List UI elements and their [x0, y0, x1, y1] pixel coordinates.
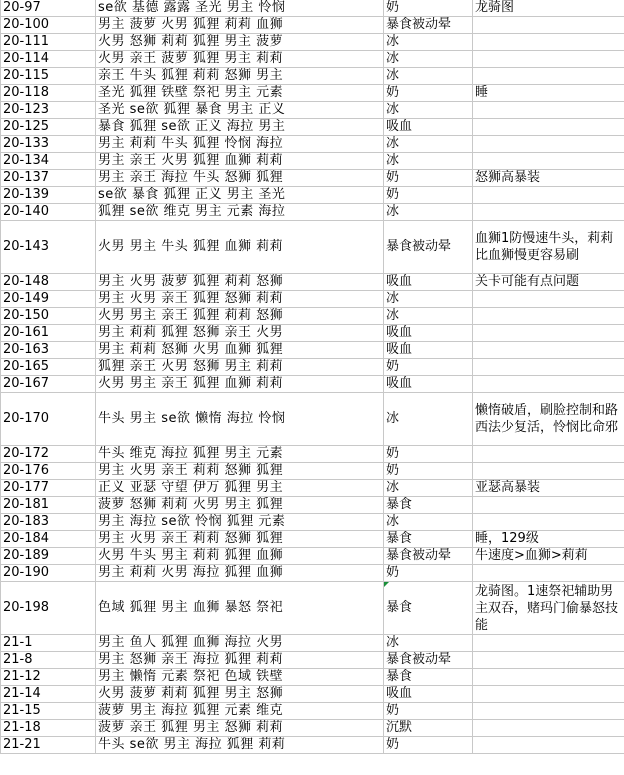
- table-row[interactable]: [1, 170, 624, 187]
- type-cell[interactable]: 暴食被动晕: [384, 548, 473, 565]
- note-cell[interactable]: 牛速度>血狮>莉莉: [473, 548, 624, 565]
- level-cell[interactable]: 20-100: [1, 17, 96, 34]
- type-cell[interactable]: 冰: [384, 136, 473, 153]
- team-cell[interactable]: 火男 牛头 男主 莉莉 狐狸 血狮: [96, 548, 384, 565]
- team-cell[interactable]: se欲 基德 露露 圣光 男主 怜悯: [96, 0, 384, 17]
- level-cell[interactable]: 20-137: [1, 170, 96, 187]
- team-cell[interactable]: 狐狸 se欲 维克 男主 元素 海拉: [96, 204, 384, 221]
- team-cell[interactable]: 暴食 狐狸 se欲 正义 海拉 男主: [96, 119, 384, 136]
- table-row[interactable]: [1, 274, 624, 291]
- team-cell[interactable]: 男主 亲王 火男 狐狸 血狮 莉莉: [96, 153, 384, 170]
- level-cell[interactable]: 20-190: [1, 565, 96, 582]
- level-cell[interactable]: 20-177: [1, 480, 96, 497]
- note-cell[interactable]: [473, 204, 624, 221]
- table-row[interactable]: [1, 34, 624, 51]
- note-cell[interactable]: 睡，129级: [473, 531, 624, 548]
- note-cell[interactable]: [473, 153, 624, 170]
- level-cell[interactable]: 20-184: [1, 531, 96, 548]
- team-cell[interactable]: se欲 暴食 狐狸 正义 男主 圣光: [96, 187, 384, 204]
- table-row[interactable]: [1, 720, 624, 737]
- type-cell[interactable]: 冰: [384, 102, 473, 119]
- note-cell[interactable]: 龙骑图: [473, 0, 624, 17]
- team-cell[interactable]: 男主 莉莉 怒狮 火男 血狮 狐狸: [96, 342, 384, 359]
- table-row[interactable]: [1, 17, 624, 34]
- note-cell[interactable]: [473, 686, 624, 703]
- note-cell[interactable]: [473, 325, 624, 342]
- team-cell[interactable]: 男主 火男 亲王 莉莉 怒狮 狐狸: [96, 463, 384, 480]
- type-cell[interactable]: 冰: [384, 514, 473, 531]
- level-cell[interactable]: 20-148: [1, 274, 96, 291]
- team-cell[interactable]: 圣光 狐狸 铁壁 祭祀 男主 元素: [96, 85, 384, 102]
- table-row[interactable]: [1, 497, 624, 514]
- type-cell[interactable]: 奶: [384, 463, 473, 480]
- type-cell[interactable]: 沉默: [384, 720, 473, 737]
- table-row[interactable]: [1, 737, 624, 754]
- team-cell[interactable]: 男主 莉莉 火男 海拉 狐狸 血狮: [96, 565, 384, 582]
- team-cell[interactable]: 牛头 维克 海拉 狐狸 男主 元素: [96, 446, 384, 463]
- level-cell[interactable]: 20-161: [1, 325, 96, 342]
- level-cell[interactable]: 20-183: [1, 514, 96, 531]
- note-cell[interactable]: [473, 17, 624, 34]
- table-body: [1, 0, 624, 754]
- type-cell[interactable]: 暴食被动晕: [384, 652, 473, 669]
- table-row[interactable]: [1, 669, 624, 686]
- team-cell[interactable]: 男主 懒惰 元素 祭祀 色域 铁壁: [96, 669, 384, 686]
- type-cell[interactable]: 暴食被动晕: [384, 17, 473, 34]
- level-cell[interactable]: 21-15: [1, 703, 96, 720]
- level-cell[interactable]: 20-176: [1, 463, 96, 480]
- type-cell[interactable]: 冰: [384, 68, 473, 85]
- type-cell[interactable]: 奶: [384, 703, 473, 720]
- level-cell[interactable]: 20-134: [1, 153, 96, 170]
- table-row[interactable]: [1, 85, 624, 102]
- level-cell[interactable]: 20-143: [1, 221, 96, 274]
- table-row[interactable]: [1, 325, 624, 342]
- note-cell[interactable]: 亚瑟高暴装: [473, 480, 624, 497]
- table-row[interactable]: [1, 446, 624, 463]
- table-row[interactable]: [1, 51, 624, 68]
- table-row[interactable]: [1, 686, 624, 703]
- team-cell[interactable]: 菠萝 怒狮 莉莉 火男 男主 狐狸: [96, 497, 384, 514]
- level-cell[interactable]: 21-18: [1, 720, 96, 737]
- type-cell[interactable]: 暴食: [384, 497, 473, 514]
- table-row[interactable]: [1, 342, 624, 359]
- type-cell[interactable]: 奶: [384, 187, 473, 204]
- type-cell[interactable]: 吸血: [384, 342, 473, 359]
- level-cell[interactable]: 20-123: [1, 102, 96, 119]
- table-row[interactable]: [1, 187, 624, 204]
- team-cell[interactable]: 男主 鱼人 狐狸 血狮 海拉 火男: [96, 635, 384, 652]
- team-cell[interactable]: 男主 海拉 se欲 怜悯 狐狸 元素: [96, 514, 384, 531]
- note-cell[interactable]: [473, 102, 624, 119]
- team-cell[interactable]: 色域 狐狸 男主 血狮 暴怒 祭祀: [96, 582, 384, 635]
- level-cell[interactable]: 20-111: [1, 34, 96, 51]
- team-cell[interactable]: 男主 莉莉 狐狸 怒狮 亲王 火男: [96, 325, 384, 342]
- level-cell[interactable]: 20-125: [1, 119, 96, 136]
- type-cell[interactable]: 奶: [384, 0, 473, 17]
- type-cell[interactable]: 暴食: [384, 582, 473, 635]
- level-cell[interactable]: 20-115: [1, 68, 96, 85]
- team-cell[interactable]: 火男 怒狮 莉莉 狐狸 男主 菠萝: [96, 34, 384, 51]
- level-cell[interactable]: 21-1: [1, 635, 96, 652]
- type-cell[interactable]: 奶: [384, 85, 473, 102]
- type-cell[interactable]: 吸血: [384, 376, 473, 393]
- team-cell[interactable]: 火男 亲王 菠萝 狐狸 男主 莉莉: [96, 51, 384, 68]
- note-cell[interactable]: 龙骑图。1速祭祀辅助男主双吞，赌玛门偷暴怒技能: [473, 582, 624, 635]
- type-cell[interactable]: 奶: [384, 737, 473, 754]
- table-row[interactable]: [1, 136, 624, 153]
- table-row[interactable]: [1, 0, 624, 17]
- type-cell[interactable]: 冰: [384, 308, 473, 325]
- team-cell[interactable]: 男主 火男 菠萝 狐狸 莉莉 怒狮: [96, 274, 384, 291]
- note-cell[interactable]: [473, 291, 624, 308]
- note-cell[interactable]: [473, 737, 624, 754]
- type-cell[interactable]: 吸血: [384, 325, 473, 342]
- note-cell[interactable]: [473, 68, 624, 85]
- note-cell[interactable]: [473, 463, 624, 480]
- team-cell[interactable]: 火男 菠萝 莉莉 狐狸 男主 怒狮: [96, 686, 384, 703]
- level-cell[interactable]: 20-181: [1, 497, 96, 514]
- note-cell[interactable]: [473, 652, 624, 669]
- table-row[interactable]: [1, 376, 624, 393]
- note-cell[interactable]: [473, 514, 624, 531]
- level-cell[interactable]: 20-133: [1, 136, 96, 153]
- level-cell[interactable]: 20-150: [1, 308, 96, 325]
- table-row[interactable]: [1, 393, 624, 446]
- type-cell[interactable]: 冰: [384, 34, 473, 51]
- table-row[interactable]: [1, 221, 624, 274]
- type-cell[interactable]: 冰: [384, 480, 473, 497]
- note-cell[interactable]: [473, 720, 624, 737]
- type-cell[interactable]: 吸血: [384, 119, 473, 136]
- table-row[interactable]: [1, 531, 624, 548]
- team-cell[interactable]: 狐狸 亲王 火男 怒狮 男主 莉莉: [96, 359, 384, 376]
- team-cell[interactable]: 男主 怒狮 亲王 海拉 狐狸 莉莉: [96, 652, 384, 669]
- table-row[interactable]: [1, 565, 624, 582]
- level-cell[interactable]: 20-165: [1, 359, 96, 376]
- table-row[interactable]: [1, 548, 624, 565]
- table-row[interactable]: [1, 308, 624, 325]
- team-cell[interactable]: 火男 男主 亲王 狐狸 血狮 莉莉: [96, 376, 384, 393]
- level-cell[interactable]: 21-21: [1, 737, 96, 754]
- note-cell[interactable]: 关卡可能有点问题: [473, 274, 624, 291]
- level-cell[interactable]: 20-189: [1, 548, 96, 565]
- note-cell[interactable]: [473, 51, 624, 68]
- table-row[interactable]: [1, 359, 624, 376]
- table-row[interactable]: [1, 635, 624, 652]
- level-cell[interactable]: 20-97: [1, 0, 96, 17]
- note-cell[interactable]: 睡: [473, 85, 624, 102]
- type-cell[interactable]: 奶: [384, 170, 473, 187]
- note-cell[interactable]: 血狮1防慢速牛头，莉莉比血狮慢更容易刷: [473, 221, 624, 274]
- team-cell[interactable]: 男主 火男 亲王 狐狸 怒狮 莉莉: [96, 291, 384, 308]
- type-cell[interactable]: 暴食: [384, 669, 473, 686]
- note-cell[interactable]: 怒狮高暴装: [473, 170, 624, 187]
- table-row[interactable]: [1, 480, 624, 497]
- table-row[interactable]: [1, 463, 624, 480]
- team-cell[interactable]: 正义 亚瑟 守望 伊万 狐狸 男主: [96, 480, 384, 497]
- type-cell[interactable]: 奶: [384, 565, 473, 582]
- level-cell[interactable]: 21-12: [1, 669, 96, 686]
- team-cell[interactable]: 男主 菠萝 火男 狐狸 莉莉 血狮: [96, 17, 384, 34]
- type-cell[interactable]: 奶: [384, 359, 473, 376]
- note-cell[interactable]: [473, 342, 624, 359]
- team-cell[interactable]: 亲王 牛头 狐狸 莉莉 怒狮 男主: [96, 68, 384, 85]
- team-cell[interactable]: 男主 亲王 海拉 牛头 怒狮 狐狸: [96, 170, 384, 187]
- team-cell[interactable]: 菠萝 亲王 狐狸 男主 怒狮 莉莉: [96, 720, 384, 737]
- note-cell[interactable]: [473, 187, 624, 204]
- note-cell[interactable]: [473, 635, 624, 652]
- table-row[interactable]: [1, 291, 624, 308]
- type-cell[interactable]: 冰: [384, 635, 473, 652]
- note-cell[interactable]: [473, 565, 624, 582]
- type-cell[interactable]: 冰: [384, 153, 473, 170]
- note-cell[interactable]: [473, 376, 624, 393]
- type-cell[interactable]: 冰: [384, 393, 473, 446]
- table-row[interactable]: [1, 102, 624, 119]
- note-cell[interactable]: [473, 497, 624, 514]
- type-cell[interactable]: 吸血: [384, 274, 473, 291]
- level-cell[interactable]: 20-198: [1, 582, 96, 635]
- level-cell[interactable]: 20-163: [1, 342, 96, 359]
- level-cell[interactable]: 20-167: [1, 376, 96, 393]
- level-cell[interactable]: 20-118: [1, 85, 96, 102]
- level-cell[interactable]: 20-170: [1, 393, 96, 446]
- level-cell[interactable]: 20-172: [1, 446, 96, 463]
- type-cell[interactable]: 冰: [384, 204, 473, 221]
- level-cell[interactable]: 20-140: [1, 204, 96, 221]
- team-cell[interactable]: 火男 男主 亲王 狐狸 莉莉 怒狮: [96, 308, 384, 325]
- level-cell[interactable]: 21-14: [1, 686, 96, 703]
- level-cell[interactable]: 20-149: [1, 291, 96, 308]
- table-row[interactable]: [1, 652, 624, 669]
- note-cell[interactable]: 懒惰破盾，刷脸控制和路西法少复活，怜悯比命邪: [473, 393, 624, 446]
- note-cell[interactable]: [473, 136, 624, 153]
- table-row[interactable]: [1, 68, 624, 85]
- type-cell[interactable]: 冰: [384, 51, 473, 68]
- note-cell[interactable]: [473, 119, 624, 136]
- type-cell[interactable]: 奶: [384, 446, 473, 463]
- table-row[interactable]: [1, 703, 624, 720]
- table-row[interactable]: [1, 153, 624, 170]
- note-cell[interactable]: [473, 703, 624, 720]
- table-row[interactable]: [1, 514, 624, 531]
- team-cell[interactable]: 牛头 se欲 男主 海拉 狐狸 莉莉: [96, 737, 384, 754]
- table-row[interactable]: [1, 204, 624, 221]
- note-cell[interactable]: [473, 34, 624, 51]
- note-cell[interactable]: [473, 669, 624, 686]
- level-cell[interactable]: 20-139: [1, 187, 96, 204]
- team-cell[interactable]: 牛头 男主 se欲 懒惰 海拉 怜悯: [96, 393, 384, 446]
- table-row[interactable]: [1, 582, 624, 635]
- table-row[interactable]: [1, 119, 624, 136]
- team-cell[interactable]: 圣光 se欲 狐狸 暴食 男主 正义: [96, 102, 384, 119]
- type-cell[interactable]: 暴食被动晕: [384, 221, 473, 274]
- level-cell[interactable]: 21-8: [1, 652, 96, 669]
- note-cell[interactable]: [473, 446, 624, 463]
- team-cell[interactable]: 火男 男主 牛头 狐狸 血狮 莉莉: [96, 221, 384, 274]
- note-cell[interactable]: [473, 359, 624, 376]
- team-cell[interactable]: 菠萝 男主 海拉 狐狸 元素 维克: [96, 703, 384, 720]
- note-cell[interactable]: [473, 308, 624, 325]
- team-cell[interactable]: 男主 莉莉 牛头 狐狸 怜悯 海拉: [96, 136, 384, 153]
- team-cell[interactable]: 男主 火男 亲王 莉莉 怒狮 狐狸: [96, 531, 384, 548]
- level-cell[interactable]: 20-114: [1, 51, 96, 68]
- type-cell[interactable]: 冰: [384, 291, 473, 308]
- type-cell[interactable]: 吸血: [384, 686, 473, 703]
- type-cell[interactable]: 暴食: [384, 531, 473, 548]
